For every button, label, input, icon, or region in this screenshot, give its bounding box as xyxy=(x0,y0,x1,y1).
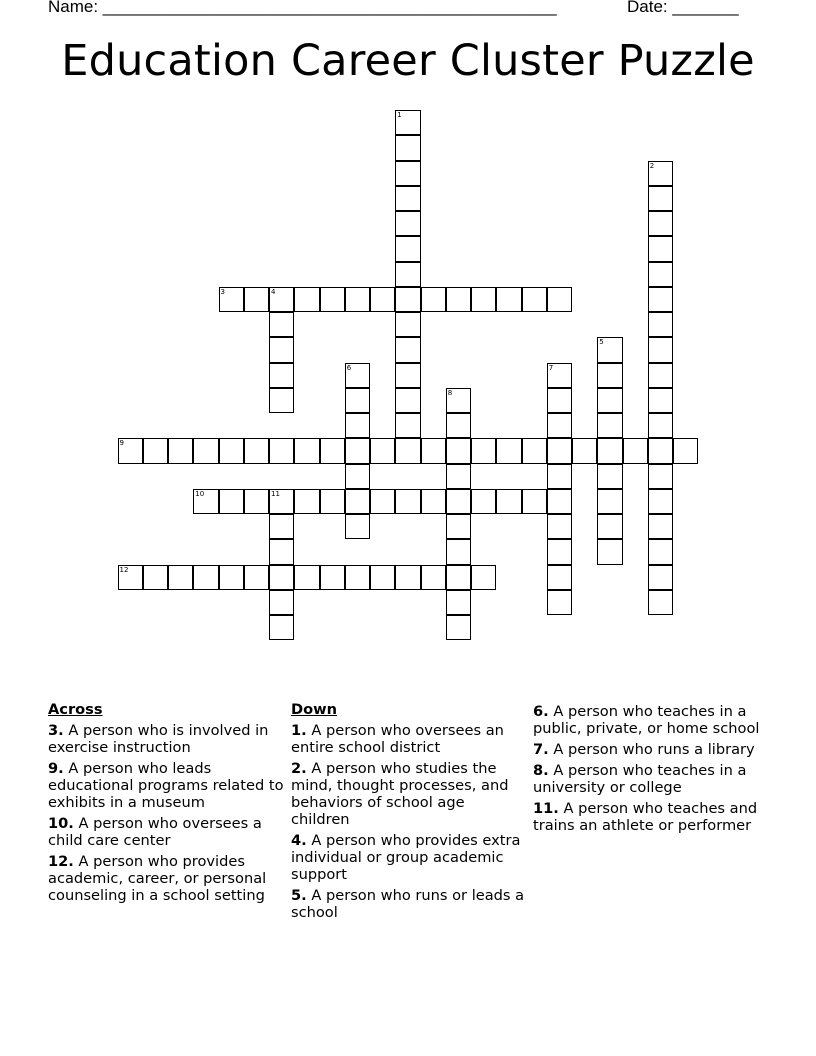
clue-down-8 xyxy=(533,762,769,796)
grid-cell[interactable] xyxy=(446,287,471,312)
clue-number: 8. xyxy=(533,762,549,779)
grid-cell[interactable] xyxy=(648,287,673,312)
grid-cell[interactable] xyxy=(395,262,420,287)
grid-cell[interactable] xyxy=(168,565,193,590)
grid-cell[interactable] xyxy=(496,489,521,514)
grid-cell[interactable] xyxy=(118,438,143,463)
grid-cell[interactable] xyxy=(269,615,294,640)
grid-cell[interactable] xyxy=(370,438,395,463)
grid-cell[interactable] xyxy=(395,161,420,186)
grid-cell[interactable] xyxy=(421,565,446,590)
grid-cell[interactable] xyxy=(471,489,496,514)
clue-text: A person who is involved in exercise instruction xyxy=(48,722,269,756)
grid-cell[interactable] xyxy=(496,287,521,312)
grid-cell[interactable] xyxy=(395,211,420,236)
grid-cell[interactable] xyxy=(648,590,673,615)
cell-number: 9 xyxy=(119,439,124,448)
clue-down-4 xyxy=(291,832,527,883)
grid-cell[interactable] xyxy=(547,388,572,413)
grid-cell[interactable] xyxy=(547,514,572,539)
clue-number: 4. xyxy=(291,832,307,849)
grid-cell[interactable] xyxy=(597,489,622,514)
grid-cell[interactable] xyxy=(269,363,294,388)
grid-cell[interactable] xyxy=(395,438,420,463)
grid-cell[interactable] xyxy=(446,615,471,640)
grid-cell[interactable] xyxy=(395,565,420,590)
grid-cell[interactable] xyxy=(547,565,572,590)
grid-cell[interactable] xyxy=(345,287,370,312)
clue-text: A person who oversees an entire school district xyxy=(291,722,504,756)
grid-cell[interactable] xyxy=(269,337,294,362)
grid-cell[interactable] xyxy=(345,565,370,590)
grid-cell[interactable] xyxy=(648,489,673,514)
grid-cell[interactable] xyxy=(673,438,698,463)
grid-cell[interactable] xyxy=(648,388,673,413)
grid-cell[interactable] xyxy=(572,438,597,463)
grid-cell[interactable] xyxy=(471,438,496,463)
grid-cell[interactable] xyxy=(547,413,572,438)
clue-number: 6. xyxy=(533,703,549,720)
grid-cell[interactable] xyxy=(547,489,572,514)
grid-cell[interactable] xyxy=(269,539,294,564)
cell-number: 6 xyxy=(346,363,352,372)
cell-number: 5 xyxy=(599,338,604,347)
grid-cell[interactable] xyxy=(294,438,319,463)
clue-across-10 xyxy=(48,815,284,849)
grid-cell[interactable] xyxy=(597,438,622,463)
grid-cell[interactable] xyxy=(219,565,244,590)
grid-cell[interactable] xyxy=(345,413,370,438)
grid-cell[interactable] xyxy=(345,464,370,489)
grid-cell[interactable] xyxy=(648,337,673,362)
grid-cell[interactable] xyxy=(193,489,218,514)
grid-cell[interactable] xyxy=(118,565,143,590)
grid-cell[interactable] xyxy=(395,287,420,312)
clue-number: 12. xyxy=(48,853,74,870)
down-clues-column xyxy=(291,701,527,925)
clue-number: 3. xyxy=(48,722,64,739)
grid-cell[interactable] xyxy=(648,539,673,564)
grid-cell[interactable] xyxy=(648,312,673,337)
grid-cell[interactable] xyxy=(269,489,294,514)
grid-cell[interactable] xyxy=(143,438,168,463)
page-title: Education Career Cluster Puzzle xyxy=(61,36,755,86)
grid-cell[interactable] xyxy=(269,438,294,463)
grid-cell[interactable] xyxy=(648,262,673,287)
grid-cell[interactable] xyxy=(648,236,673,261)
grid-cell[interactable] xyxy=(320,565,345,590)
clue-text: A person who studies the mind, thought processes, and behaviors of school age children xyxy=(291,760,509,828)
grid-cell[interactable] xyxy=(143,565,168,590)
down-heading: Down xyxy=(291,701,338,718)
grid-cell[interactable] xyxy=(269,514,294,539)
across-clues-column xyxy=(48,701,284,908)
grid-cell[interactable] xyxy=(648,161,673,186)
grid-cell[interactable] xyxy=(370,489,395,514)
grid-cell[interactable] xyxy=(471,565,496,590)
grid-cell[interactable] xyxy=(370,565,395,590)
grid-cell[interactable] xyxy=(446,464,471,489)
cell-number: 12 xyxy=(119,565,129,574)
grid-cell[interactable] xyxy=(193,565,218,590)
grid-cell[interactable] xyxy=(547,464,572,489)
grid-cell[interactable] xyxy=(547,363,572,388)
clue-number: 7. xyxy=(533,741,549,758)
grid-cell[interactable] xyxy=(648,413,673,438)
date-line[interactable]: Date: _______ xyxy=(627,0,739,16)
grid-cell[interactable] xyxy=(370,287,395,312)
grid-cell[interactable] xyxy=(244,438,269,463)
grid-cell[interactable] xyxy=(522,489,547,514)
grid-cell[interactable] xyxy=(294,287,319,312)
grid-cell[interactable] xyxy=(345,363,370,388)
clue-down-7 xyxy=(533,741,769,758)
clue-across-9 xyxy=(48,760,284,811)
cell-number: 11 xyxy=(271,489,280,498)
grid-cell[interactable] xyxy=(193,438,218,463)
cell-number: 7 xyxy=(548,363,554,372)
grid-cell[interactable] xyxy=(244,489,269,514)
grid-cell[interactable] xyxy=(345,438,370,463)
grid-cell[interactable] xyxy=(345,388,370,413)
clue-number: 2. xyxy=(291,760,307,777)
grid-cell[interactable] xyxy=(168,438,193,463)
grid-cell[interactable] xyxy=(320,489,345,514)
grid-cell[interactable] xyxy=(522,287,547,312)
cell-number: 10 xyxy=(195,489,205,498)
grid-cell[interactable] xyxy=(395,110,420,135)
grid-cell[interactable] xyxy=(320,438,345,463)
grid-cell[interactable] xyxy=(597,539,622,564)
clue-number: 11. xyxy=(533,800,559,817)
cell-number: 4 xyxy=(271,287,276,296)
grid-cell[interactable] xyxy=(547,590,572,615)
grid-cell[interactable] xyxy=(446,388,471,413)
grid-cell[interactable] xyxy=(547,438,572,463)
clue-across-12 xyxy=(48,853,284,904)
grid-cell[interactable] xyxy=(446,590,471,615)
grid-cell[interactable] xyxy=(395,312,420,337)
down-clues-column-continued xyxy=(533,703,769,838)
grid-cell[interactable] xyxy=(294,565,319,590)
grid-cell[interactable] xyxy=(269,590,294,615)
grid-cell[interactable] xyxy=(446,565,471,590)
grid-cell[interactable] xyxy=(395,413,420,438)
grid-cell[interactable] xyxy=(244,565,269,590)
cell-number: 2 xyxy=(649,161,655,170)
clue-number: 10. xyxy=(48,815,74,832)
grid-cell[interactable] xyxy=(648,211,673,236)
grid-cell[interactable] xyxy=(345,514,370,539)
grid-cell[interactable] xyxy=(395,363,420,388)
grid-cell[interactable] xyxy=(269,565,294,590)
grid-cell[interactable] xyxy=(446,489,471,514)
grid-cell[interactable] xyxy=(547,287,572,312)
grid-cell[interactable] xyxy=(320,287,345,312)
clue-text: A person who oversees a child care center xyxy=(48,815,262,849)
grid-cell[interactable] xyxy=(345,489,370,514)
grid-cell[interactable] xyxy=(294,489,319,514)
grid-cell[interactable] xyxy=(395,135,420,160)
grid-cell[interactable] xyxy=(395,186,420,211)
grid-cell[interactable] xyxy=(446,413,471,438)
clue-text: A person who teaches and trains an athlete or performer xyxy=(533,800,758,834)
name-line[interactable]: Name: ________________________________________________ xyxy=(48,0,557,16)
clue-across-3 xyxy=(48,722,284,756)
grid-cell[interactable] xyxy=(395,337,420,362)
grid-cell[interactable] xyxy=(597,413,622,438)
clue-down-5 xyxy=(291,887,527,921)
grid-cell[interactable] xyxy=(395,236,420,261)
clue-number: 5. xyxy=(291,887,307,904)
clue-text: A person who provides extra individual or group academic support xyxy=(291,832,521,883)
grid-cell[interactable] xyxy=(471,287,496,312)
grid-cell[interactable] xyxy=(648,514,673,539)
grid-cell[interactable] xyxy=(446,514,471,539)
clue-text: A person who runs a library xyxy=(553,741,755,758)
clue-text: A person who teaches in a public, private, or home school xyxy=(533,703,760,737)
grid-cell[interactable] xyxy=(269,388,294,413)
cell-number: 8 xyxy=(447,388,453,397)
grid-cell[interactable] xyxy=(522,438,547,463)
grid-cell[interactable] xyxy=(244,287,269,312)
grid-cell[interactable] xyxy=(421,489,446,514)
cell-number: 3 xyxy=(220,287,225,296)
grid-cell[interactable] xyxy=(219,438,244,463)
across-heading: Across xyxy=(48,701,103,718)
grid-cell[interactable] xyxy=(648,363,673,388)
clue-text: A person who runs or leads a school xyxy=(291,887,525,921)
grid-cell[interactable] xyxy=(597,464,622,489)
grid-cell[interactable] xyxy=(219,287,244,312)
grid-cell[interactable] xyxy=(269,312,294,337)
grid-cell[interactable] xyxy=(219,489,244,514)
clue-down-1 xyxy=(291,722,527,756)
grid-cell[interactable] xyxy=(496,438,521,463)
cell-number: 1 xyxy=(397,111,402,119)
clue-down-11 xyxy=(533,800,769,834)
grid-cell[interactable] xyxy=(597,388,622,413)
clue-text: A person who teaches in a university or college xyxy=(533,762,747,796)
grid-cell[interactable] xyxy=(648,186,673,211)
clue-down-6 xyxy=(533,703,769,737)
grid-cell[interactable] xyxy=(597,514,622,539)
grid-cell[interactable] xyxy=(648,565,673,590)
clue-down-2 xyxy=(291,760,527,828)
grid-cell[interactable] xyxy=(446,539,471,564)
grid-cell[interactable] xyxy=(648,464,673,489)
grid-cell[interactable] xyxy=(395,489,420,514)
grid-cell[interactable] xyxy=(446,438,471,463)
grid-cell[interactable] xyxy=(623,438,648,463)
grid-cell[interactable] xyxy=(597,337,622,362)
grid-cell[interactable] xyxy=(547,539,572,564)
clue-text: A person who leads educational programs related to exhibits in a museum xyxy=(48,760,284,811)
grid-cell[interactable] xyxy=(269,287,294,312)
grid-cell[interactable] xyxy=(421,438,446,463)
grid-cell[interactable] xyxy=(648,438,673,463)
clue-number: 1. xyxy=(291,722,307,739)
clue-text: A person who provides academic, career, or personal counseling in a school setting xyxy=(48,853,267,904)
clue-number: 9. xyxy=(48,760,64,777)
grid-cell[interactable] xyxy=(597,363,622,388)
grid-cell[interactable] xyxy=(395,388,420,413)
grid-cell[interactable] xyxy=(421,287,446,312)
